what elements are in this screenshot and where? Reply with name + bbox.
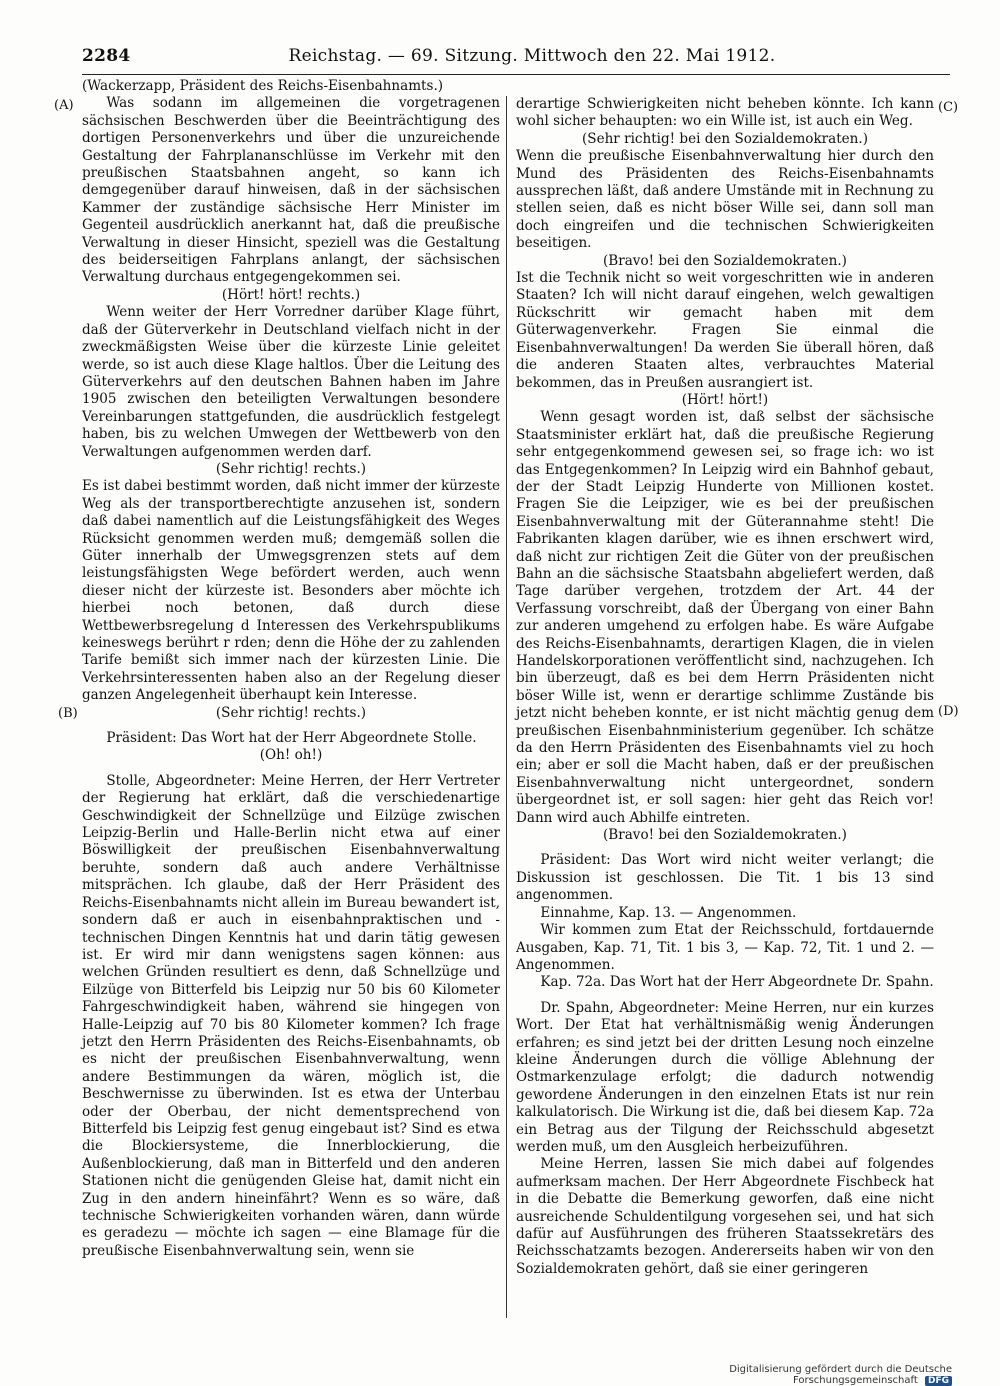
page-number: 2284 xyxy=(82,46,131,66)
running-head: Reichstag. — 69. Sitzung. Mittwoch den 22. Mai 1912. xyxy=(288,46,776,66)
interjection: (Hört! hört!) xyxy=(681,391,769,408)
speaker-line: (Wackerzapp, Präsident des Reichs-Eisenbahnamts.) xyxy=(82,78,444,94)
margin-mark-d: (D) xyxy=(938,704,959,719)
interjection: (Hört! hört! rechts.) xyxy=(221,286,361,303)
paragraph: Wenn die preußische Eisenbahnverwaltung hier durch den Mund des Präsidenten des Reichs-Eisenbahnamts aussprechen läßt, daß andere Umstände mit in Rechnung zu stellen seien, daß es nicht böser Wille sei, dann soll man doch eingreifen und die technischen Schwierigkeiten beseitigen. xyxy=(516,148,934,252)
interjection: (Oh! oh!) xyxy=(259,747,323,764)
paragraph: Wir kommen zum Etat der Reichsschuld, fortdauernde Ausgaben, Kap. 71, Tit. 1 bis 3, — Kap. 72, Tit. 1 und 2. — Angenommen. xyxy=(516,922,934,973)
left-column xyxy=(82,78,500,1260)
paragraph: Kap. 72a. Das Wort hat der Herr Abgeordnete Dr. Spahn. xyxy=(540,974,934,991)
paragraph: Präsident: Das Wort hat der Herr Abgeordnete Stolle. xyxy=(106,730,477,747)
margin-mark-c: (C) xyxy=(938,100,959,115)
interjection: (Sehr richtig! rechts.) xyxy=(215,460,367,477)
paragraph: Es ist dabei bestimmt worden, daß nicht immer der kürzeste Weg als der transportberechtigte anzusehen ist, sondern daß dabei namentlich auf die Leistungsfähigkeit des Weges Rücksicht genommen werden muß; demgemäß sollen die Güter innerhalb der Umwegsgrenzen stets auf dem leistungsfähigsten Wege befördert werden, auch wenn dieser nicht der kürzeste ist. Besonders aber möchte ich hierbei noch betonen, daß durch diese Wettbewerbsregelung d Interessen des Verkehrspublikums keineswegs berührt r rden; denn die Höhe der zu zahlenden Tarife bemißt sich immer nach der kürzesten Linie. Die Verkehrsinteressenten haben also an der Regelung dieser ganzen Angelegenheit überhaupt kein Interesse. xyxy=(82,478,500,704)
dfg-logo: DFG xyxy=(925,1376,952,1386)
paragraph: Präsident: Das Wort wird nicht weiter verlangt; die Diskussion ist geschlossen. Die Tit. 1 bis 13 sind angenommen. xyxy=(516,852,934,904)
paragraph: Ist die Technik nicht so weit vorgeschritten wie in anderen Staaten? Ich will nicht darauf eingehen, welch gewaltigen Rückschritt wir gemacht haben mit dem Güterwagenverkehr. Fragen Sie einmal die Eisenbahnverwaltungen! Da werden Sie überall hören, daß die anderen Staaten altes, verbrauchtes Material bekommen, das in Preußen ausrangiert ist. xyxy=(516,270,934,391)
interjection: (Sehr richtig! rechts.) xyxy=(215,704,367,721)
margin-mark-b: (B) xyxy=(58,706,78,721)
paragraph: Einnahme, Kap. 13. — Angenommen. xyxy=(540,904,797,921)
paragraph: derartige Schwierigkeiten nicht beheben könnte. Ich kann wohl sicher behaupten: wo ein Wille ist, ist auch ein Weg. xyxy=(516,96,934,130)
paragraph: Wenn gesagt worden ist, daß selbst der sächsische Staatsminister erklärt hat, daß die preußische Regierung sehr entgegenkommend gewesen sei, so frage ich: wo ist das Entgegenkommen? In Leipzig wird ein Bahnhof gebaut, der der Stadt Leipzig Hunderte von Millionen kostet. Fragen Sie die Leipziger, wie es bei der preußischen Eisenbahnverwaltung mit der Güterannahme steht! Die Fabrikanten klagen darüber, wie es ihnen erschwert wird, daß nicht zur richtigen Zeit die Güter von der preußischen Bahn an die sächsische Staatsbahn abgeliefert werden, daß Tage darüber vergehen, trotzdem der Art. 44 der Verfassung vorschreibt, daß der Übergang von einer Bahn zur anderen umgehend zu erfolgen habe. Es wäre Aufgabe des Reichs-Eisenbahnamts, derartigen Klagen, die in vielen Handelskorporationen veröffentlicht sind, nachzugehen. Ich bin überzeugt, daß es bei dem Herrn Präsidenten nicht böser Wille ist, wenn er derartige schlimme Zustände bis jetzt nicht beheben konnte, er ist nicht mächtig genug dem preußischen Eisenbahnministerium gegenüber. Ich schätze da den Herrn Präsidenten des Eisenbahnamts viel zu hoch ein; aber er soll die Macht haben, daß er der preußischen Eisenbahnverwaltung nicht untergeordnet, sondern übergeordnet ist, er soll sagen: hier geht das Reich vor! Dann wird auch Abhilfe eintreten. xyxy=(516,409,934,826)
footer-text: Digitalisierung gefördert durch die Deutsche Forschungsgemeinschaft xyxy=(729,1364,952,1386)
paragraph: Stolle, Abgeordneter: Meine Herren, der Herr Vertreter der Regierung hat erklärt, daß die verschiedenartige Geschwindigkeit der Schnellzüge und Eilzüge zwischen Leipzig-Berlin und Halle-Berlin nicht etwa auf einer Böswilligkeit der preußischen Eisenbahnverwaltung beruhte, sondern daß auch andere Verhältnisse mitsprächen. Ich glaube, daß der Herr Präsident des Reichs-Eisenbahnamts nicht allein im Bureau bewandert ist, sondern daß er auch in eisenbahnpraktischen und -technischen Dingen Kenntnis hat und darin tätig gewesen ist. Er wird mir dann wenigstens sagen können: aus welchen Gründen resultiert es denn, daß Schnellzüge und Eilzüge von Bitterfeld bis Leipzig nur 50 bis 60 Kilometer Fahrgeschwindigkeit haben, während sie hingegen von Halle-Leipzig auf 70 bis 80 Kilometer kommen? Ich frage jetzt den Herrn Präsidenten des Reichs-Eisenbahnamts, ob es nicht der preußischen Eisenbahnverwaltung, wenn andere Bestimmungen da wären, möglich ist, die Beschwernisse zu überwinden. Ist es etwa der Unterbau oder der Oberbau, der nicht dementsprechend von Bitterfeld bis Leipzig fest genug eingebaut ist? Sind es etwa die Blockiersysteme, die Innerblockierung, die Außenblockierung, daß man in Bitterfeld und den anderen Stationen nicht die genügenden Gleise hat, damit nicht ein Zug in den andern hineinfährt? Wenn es so wäre, daß technische Schwierigkeiten vorhanden wären, dann würde es geradezu — möchte ich sagen — eine Blamage für die preußische Eisenbahnverwaltung sein, wenn sie xyxy=(82,772,500,1259)
interjection: (Bravo! bei den Sozialdemokraten.) xyxy=(603,827,847,844)
paragraph: Wenn weiter der Herr Vorredner darüber Klage führt, daß der Güterverkehr in Deutschland vielfach nicht in der zweckmäßigsten Weise über die kürzeste Linie geleitet werde, so ist auch diese Klage haltlos. Über die Leitung des Güterverkehrs auf den deutschen Bahnen haben im Jahre 1905 zwischen den beteiligten Verwaltungen besondere Vereinbarungen stattgefunden, die ausdrücklich festgelegt haben, bis zu welchen Umwegen der Wettbewerb von den Verwaltungen aufgenommen werden darf. xyxy=(82,304,500,460)
page-header xyxy=(82,46,950,72)
paragraph: Meine Herren, lassen Sie mich dabei auf folgendes aufmerksam machen. Der Herr Abgeordnete Fischbeck hat in die Debatte die Bemerkung geworfen, daß eine nicht ausreichende Schuldentilgung vorgesehen sei, und hat sich dafür auf Ausführungen des früheren Staatssekretärs des Reichsschatzamts bezogen. Andererseits haben wir von den Sozialdemokraten gehört, daß sie einer geringeren xyxy=(516,1156,934,1277)
interjection: (Bravo! bei den Sozialdemokraten.) xyxy=(603,252,847,269)
interjection: (Sehr richtig! bei den Sozialdemokraten.) xyxy=(582,130,868,147)
paragraph: Dr. Spahn, Abgeordneter: Meine Herren, nur ein kurzes Wort. Der Etat hat verhältnismäßig wenig Änderungen erfahren; es sind jetzt bei der dritten Lesung noch einzelne kleine Änderungen durch die völlige Ablehnung der Ostmarkenzulage erfolgt; die dadurch notwendig gewordene Änderungen in den einzelnen Etats ist nur rein kalkulatorisch. Die Wirkung ist die, daß bei diesem Kap. 72a ein Betrag aus der Tilgung der Reichsschuld abgesetzt werden muß, um den Ausgleich herbeizuführen. xyxy=(516,999,934,1155)
header-rule xyxy=(82,74,950,75)
paragraph: Was sodann im allgemeinen die vorgetragenen sächsischen Beschwerden über die Beeinträchtigung des dortigen Personenverkehrs und über die unzureichende Gestaltung der Fahrplananschlüsse im Verkehr mit den preußischen Staatsbahnen angeht, so kann ich demgegenüber darauf hinweisen, daß in der sächsischen Kammer der zuständige sächsische Herr Minister im Gegenteil ausdrücklich anerkannt hat, daß die preußische Verwaltung in dieser Hinsicht, speziell was die Gestaltung des beiderseitigen Fahrplans anlangt, der sächsischen Verwaltung durchaus entgegengekommen sei. xyxy=(82,95,500,286)
column-divider xyxy=(506,96,507,1318)
right-column xyxy=(516,96,934,1278)
margin-mark-a: (A) xyxy=(54,98,74,113)
